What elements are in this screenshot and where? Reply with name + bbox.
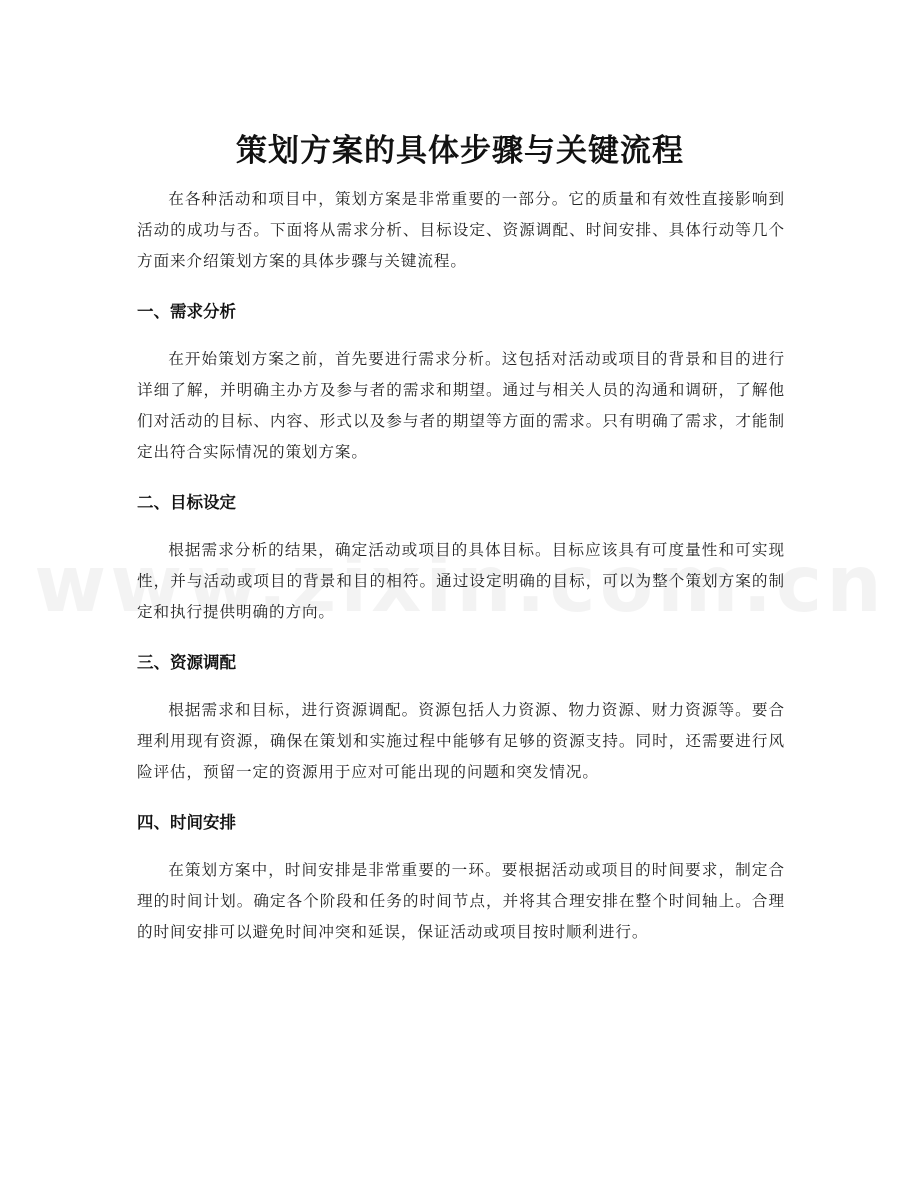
page-title: 策划方案的具体步骤与关键流程 <box>236 132 684 169</box>
section-body-resource-allocation: 根据需求和目标，进行资源调配。资源包括人力资源、物力资源、财力资源等。要合理利用现有资源，确保在策划和实施过程中能够有足够的资源支持。同时，还需要进行风险评估，预留一定的资源用于应对可能出现的问题和突发情况。 <box>137 701 785 781</box>
section-heading-time-schedule: 四、时间安排 <box>137 813 236 832</box>
section-heading-demand-analysis: 一、需求分析 <box>137 302 236 321</box>
section-heading-resource-allocation: 三、资源调配 <box>137 653 236 672</box>
section-body-goal-setting: 根据需求分析的结果，确定活动或项目的具体目标。目标应该具有可度量性和可实现性，并与活动或项目的背景和目的相符。通过设定明确的目标，可以为整个策划方案的制定和执行提供明确的方向。 <box>137 541 785 621</box>
section-body-demand-analysis: 在开始策划方案之前，首先要进行需求分析。这包括对活动或项目的背景和目的进行详细了解，并明确主办方及参与者的需求和期望。通过与相关人员的沟通和调研，了解他们对活动的目标、内容、形式以及参与者的期望等方面的需求。只有明确了需求，才能制定出符合实际情况的策划方案。 <box>137 350 785 461</box>
section-heading-goal-setting: 二、目标设定 <box>137 493 236 512</box>
section-body-time-schedule: 在策划方案中，时间安排是非常重要的一环。要根据活动或项目的时间要求，制定合理的时间计划。确定各个阶段和任务的时间节点，并将其合理安排在整个时间轴上。合理的时间安排可以避免时间冲突和延误，保证活动或项目按时顺利进行。 <box>137 861 785 941</box>
intro-paragraph: 在各种活动和项目中，策划方案是非常重要的一部分。它的质量和有效性直接影响到活动的成功与否。下面将从需求分析、目标设定、资源调配、时间安排、具体行动等几个方面来介绍策划方案的具体步骤与关键流程。 <box>137 190 785 270</box>
document-body <box>137 184 785 948</box>
